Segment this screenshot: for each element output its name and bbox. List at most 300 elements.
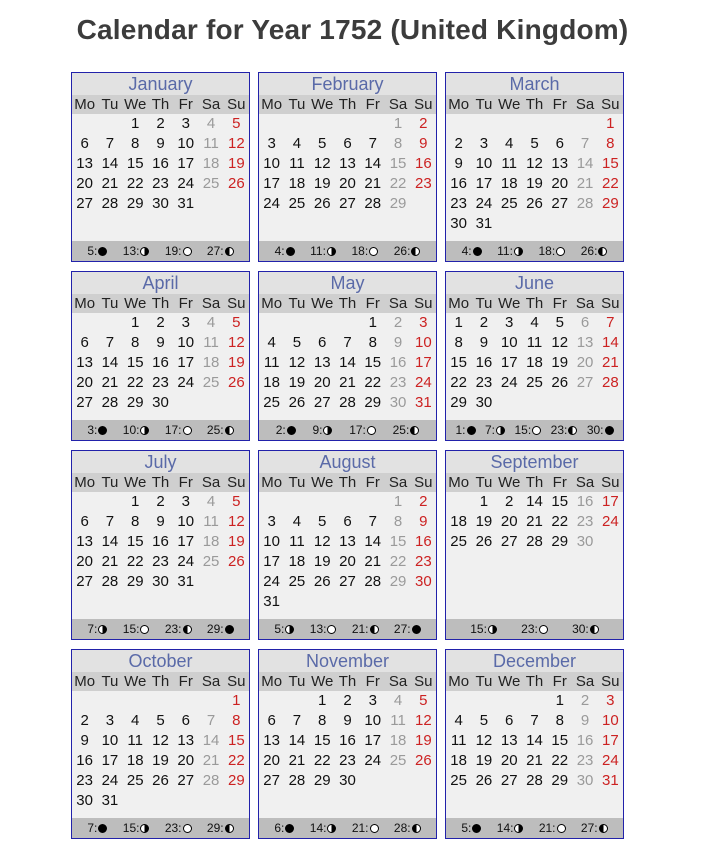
day-cell: 27 bbox=[339, 573, 356, 590]
day-cell bbox=[497, 214, 522, 234]
day-cell: 8 bbox=[454, 334, 463, 351]
day-cell: 8 bbox=[318, 712, 327, 729]
day-cell: 30 bbox=[389, 394, 407, 411]
day-cell: 16 bbox=[152, 155, 169, 172]
weekday-header: Tu bbox=[288, 96, 306, 113]
day-cell bbox=[385, 771, 410, 791]
day-cell: 23 bbox=[576, 752, 594, 769]
week-row bbox=[446, 512, 623, 532]
day-cell: 26 bbox=[227, 175, 245, 192]
weekday-header-row bbox=[72, 95, 249, 114]
weekday-header: Sa bbox=[388, 96, 408, 113]
weekday-header: Su bbox=[227, 295, 246, 312]
last-moon-icon bbox=[183, 625, 192, 634]
day-cell: 23 bbox=[76, 772, 93, 789]
weekday-header: Tu bbox=[288, 295, 306, 312]
moon-phase bbox=[274, 818, 294, 838]
moon-phases-bar bbox=[259, 420, 436, 440]
day-cell bbox=[497, 114, 522, 134]
week-row bbox=[259, 691, 436, 711]
weekday-header: Tu bbox=[101, 474, 119, 491]
day-cell bbox=[522, 214, 547, 234]
week-row bbox=[72, 512, 249, 532]
week-row bbox=[72, 134, 249, 154]
moon-phases-bar bbox=[72, 241, 249, 261]
moon-phase-day: 19: bbox=[164, 244, 182, 258]
week-row bbox=[446, 333, 623, 353]
day-cell: 8 bbox=[131, 334, 140, 351]
day-cell: 10 bbox=[177, 513, 195, 530]
day-cell: 7 bbox=[368, 513, 377, 530]
day-cell: 1 bbox=[454, 314, 463, 331]
weekday-header: Mo bbox=[261, 295, 283, 312]
day-cell: 28 bbox=[202, 772, 220, 789]
day-cell: 16 bbox=[475, 354, 493, 371]
week-row bbox=[446, 771, 623, 791]
moon-phases-bar bbox=[72, 420, 249, 440]
moon-phase-day: 25: bbox=[392, 423, 410, 437]
first-moon-icon bbox=[323, 426, 332, 435]
new-moon-icon bbox=[225, 625, 234, 634]
moon-phase bbox=[352, 818, 379, 838]
day-cell: 4 bbox=[505, 135, 514, 152]
day-cell: 4 bbox=[530, 314, 539, 331]
day-cell: 8 bbox=[368, 334, 377, 351]
weekday-header: Su bbox=[227, 96, 246, 113]
day-cell: 5 bbox=[318, 513, 327, 530]
week-row bbox=[446, 353, 623, 373]
day-cell: 4 bbox=[393, 692, 403, 709]
day-cell: 12 bbox=[414, 712, 432, 729]
day-cell: 15 bbox=[389, 533, 407, 550]
day-cell: 25 bbox=[526, 374, 543, 391]
first-moon-icon bbox=[514, 247, 523, 256]
day-cell: 6 bbox=[80, 513, 89, 530]
week-row bbox=[259, 492, 436, 512]
moon-phase-day: 3: bbox=[87, 423, 98, 437]
moon-phase bbox=[87, 241, 107, 261]
day-cell: 5 bbox=[232, 493, 241, 510]
week-row bbox=[446, 373, 623, 393]
moon-phase bbox=[207, 241, 234, 261]
day-cell: 17 bbox=[601, 493, 619, 510]
weekday-header: Fr bbox=[178, 673, 193, 690]
week-row bbox=[72, 353, 249, 373]
weekday-header: Su bbox=[414, 673, 433, 690]
weekday-header: Tu bbox=[101, 673, 119, 690]
day-cell: 28 bbox=[101, 195, 119, 212]
day-cell: 12 bbox=[526, 155, 543, 172]
day-cell: 4 bbox=[206, 314, 216, 331]
day-cell: 15 bbox=[551, 493, 569, 510]
day-cell bbox=[335, 313, 360, 333]
day-cell: 29 bbox=[389, 573, 407, 590]
week-row bbox=[259, 194, 436, 214]
moon-phase bbox=[497, 818, 524, 838]
month-name: April bbox=[72, 272, 249, 294]
day-cell: 2 bbox=[156, 493, 165, 510]
moon-phase-day: 1: bbox=[455, 423, 466, 437]
weekday-header: Fr bbox=[178, 474, 193, 491]
month-february bbox=[258, 72, 437, 262]
day-cell: 22 bbox=[389, 175, 407, 192]
week-row bbox=[72, 174, 249, 194]
day-cell: 1 bbox=[606, 115, 615, 132]
moon-phase bbox=[514, 420, 541, 440]
week-row bbox=[72, 532, 249, 552]
day-cell: 14 bbox=[101, 155, 119, 172]
day-cell: 27 bbox=[76, 573, 93, 590]
day-cell: 6 bbox=[555, 135, 564, 152]
moon-phase-day: 15: bbox=[470, 622, 487, 636]
day-cell: 31 bbox=[101, 792, 119, 809]
moon-phase-day: 17: bbox=[349, 423, 366, 437]
day-cell: 10 bbox=[414, 334, 432, 351]
day-cell: 22 bbox=[364, 374, 382, 391]
moon-phase-day: 6: bbox=[274, 821, 285, 835]
full-moon-icon bbox=[557, 824, 566, 833]
week-row bbox=[72, 114, 249, 134]
month-name: February bbox=[259, 73, 436, 95]
day-cell: 25 bbox=[202, 374, 220, 391]
moon-phase-day: 5: bbox=[274, 622, 285, 636]
day-cell bbox=[598, 393, 623, 413]
day-cell bbox=[198, 572, 223, 592]
week-row bbox=[446, 711, 623, 731]
day-cell: 21 bbox=[576, 175, 594, 192]
day-cell: 12 bbox=[227, 334, 245, 351]
day-cell: 16 bbox=[414, 155, 432, 172]
day-cell bbox=[284, 691, 309, 711]
day-cell: 13 bbox=[500, 732, 518, 749]
day-cell bbox=[335, 114, 360, 134]
day-cell: 21 bbox=[601, 354, 619, 371]
day-cell: 19 bbox=[526, 175, 543, 192]
weekday-header: Fr bbox=[552, 96, 567, 113]
day-cell bbox=[284, 592, 309, 612]
week-row bbox=[446, 134, 623, 154]
day-cell bbox=[310, 114, 335, 134]
week-row bbox=[72, 154, 249, 174]
day-cell: 7 bbox=[343, 334, 352, 351]
day-cell: 22 bbox=[450, 374, 467, 391]
day-cell: 6 bbox=[267, 712, 276, 729]
day-cell: 10 bbox=[177, 334, 195, 351]
moon-phase bbox=[485, 420, 505, 440]
day-cell: 27 bbox=[177, 772, 195, 789]
weekday-header: Mo bbox=[74, 295, 96, 312]
day-cell: 5 bbox=[530, 135, 539, 152]
day-cell: 21 bbox=[101, 175, 119, 192]
day-cell: 23 bbox=[475, 374, 493, 391]
day-cell: 18 bbox=[450, 513, 467, 530]
day-cell: 31 bbox=[263, 593, 280, 610]
weekday-header: Th bbox=[525, 295, 544, 312]
weekday-header: Mo bbox=[74, 673, 96, 690]
day-cell: 15 bbox=[126, 533, 144, 550]
day-cell bbox=[360, 592, 385, 612]
day-cell: 11 bbox=[390, 712, 406, 729]
weekday-header: Sa bbox=[201, 474, 221, 491]
full-moon-icon bbox=[539, 625, 548, 634]
moon-phases-bar bbox=[446, 619, 623, 639]
moon-phase bbox=[539, 818, 566, 838]
moon-phase bbox=[470, 619, 497, 639]
weekday-header: Tu bbox=[475, 96, 493, 113]
day-cell: 8 bbox=[131, 513, 140, 530]
day-cell: 11 bbox=[526, 334, 543, 351]
day-cell: 20 bbox=[339, 553, 356, 570]
new-moon-icon bbox=[286, 247, 295, 256]
day-cell: 12 bbox=[475, 732, 493, 749]
last-moon-icon bbox=[598, 247, 607, 256]
week-row bbox=[72, 572, 249, 592]
day-cell bbox=[173, 691, 198, 711]
day-cell: 17 bbox=[177, 533, 195, 550]
week-row bbox=[72, 333, 249, 353]
week-row bbox=[72, 373, 249, 393]
day-cell: 31 bbox=[177, 573, 195, 590]
moon-phase-day: 25: bbox=[206, 423, 224, 437]
week-row bbox=[446, 214, 623, 234]
day-cell: 20 bbox=[263, 752, 280, 769]
day-cell: 28 bbox=[101, 573, 119, 590]
day-cell bbox=[598, 532, 623, 552]
day-cell bbox=[446, 691, 471, 711]
first-moon-icon bbox=[285, 625, 294, 634]
day-cell: 21 bbox=[526, 513, 543, 530]
day-cell bbox=[173, 393, 198, 413]
new-moon-icon bbox=[472, 824, 481, 833]
day-cell: 28 bbox=[101, 394, 119, 411]
first-moon-icon bbox=[327, 247, 336, 256]
day-cell: 9 bbox=[156, 135, 165, 152]
weekday-header: Tu bbox=[475, 673, 493, 690]
moon-phase bbox=[587, 420, 614, 440]
day-cell: 27 bbox=[551, 195, 569, 212]
weekday-header: Tu bbox=[101, 96, 119, 113]
week-row bbox=[72, 691, 249, 711]
moon-phase bbox=[581, 241, 608, 261]
day-cell: 4 bbox=[267, 334, 276, 351]
day-cell: 6 bbox=[318, 334, 327, 351]
moon-phase-day: 27: bbox=[393, 622, 411, 636]
moon-phase-day: 23: bbox=[164, 622, 182, 636]
moon-phase-day: 13: bbox=[122, 244, 140, 258]
weekday-header: Su bbox=[601, 96, 620, 113]
day-cell: 15 bbox=[450, 354, 467, 371]
day-cell bbox=[72, 114, 97, 134]
full-moon-icon bbox=[183, 247, 192, 256]
moon-phase bbox=[497, 241, 523, 261]
day-cell: 22 bbox=[227, 752, 245, 769]
day-cell: 7 bbox=[105, 334, 115, 351]
moon-phase bbox=[539, 241, 566, 261]
month-name: July bbox=[72, 451, 249, 473]
day-cell: 9 bbox=[454, 155, 463, 172]
day-cell: 14 bbox=[339, 354, 356, 371]
full-moon-icon bbox=[327, 625, 336, 634]
day-cell: 4 bbox=[206, 115, 216, 132]
day-cell: 24 bbox=[364, 752, 382, 769]
week-row bbox=[72, 313, 249, 333]
month-october bbox=[71, 649, 250, 839]
day-cell: 5 bbox=[292, 334, 302, 351]
weekday-header: Sa bbox=[201, 673, 221, 690]
day-cell bbox=[310, 592, 335, 612]
day-cell bbox=[497, 691, 522, 711]
day-cell: 19 bbox=[152, 752, 169, 769]
first-moon-icon bbox=[514, 824, 523, 833]
month-may bbox=[258, 271, 437, 441]
moon-phase-day: 14: bbox=[496, 821, 514, 835]
day-cell: 30 bbox=[152, 195, 169, 212]
day-cell: 23 bbox=[339, 752, 356, 769]
weekday-header: Mo bbox=[261, 96, 283, 113]
week-row bbox=[259, 512, 436, 532]
moon-phase bbox=[462, 241, 482, 261]
weekday-header: Th bbox=[338, 96, 357, 113]
day-cell: 14 bbox=[202, 732, 220, 749]
week-row bbox=[72, 393, 249, 413]
day-cell bbox=[310, 492, 335, 512]
day-cell bbox=[411, 194, 436, 214]
moon-phase-day: 30: bbox=[572, 622, 589, 636]
month-name: March bbox=[446, 73, 623, 95]
moon-phase-day: 18: bbox=[538, 244, 556, 258]
week-row bbox=[259, 333, 436, 353]
weekday-header-row bbox=[446, 95, 623, 114]
new-moon-icon bbox=[473, 247, 482, 256]
day-cell bbox=[198, 393, 223, 413]
day-cell: 25 bbox=[450, 772, 467, 789]
day-cell: 14 bbox=[576, 155, 594, 172]
day-cell: 8 bbox=[232, 712, 241, 729]
moon-phase-day: 23: bbox=[164, 821, 182, 835]
day-cell: 25 bbox=[288, 573, 306, 590]
moon-phase-day: 15: bbox=[122, 821, 140, 835]
day-cell bbox=[598, 214, 623, 234]
day-cell: 12 bbox=[313, 533, 331, 550]
full-moon-icon bbox=[140, 625, 149, 634]
day-cell: 20 bbox=[576, 354, 594, 371]
moon-phase bbox=[310, 619, 337, 639]
day-cell: 15 bbox=[227, 732, 245, 749]
weekday-header: Th bbox=[338, 295, 357, 312]
day-cell: 9 bbox=[419, 513, 428, 530]
day-cell: 6 bbox=[343, 513, 352, 530]
moon-phase bbox=[312, 420, 332, 440]
last-moon-icon bbox=[225, 247, 234, 256]
moon-phase bbox=[87, 818, 107, 838]
moon-phases-bar bbox=[72, 619, 249, 639]
day-cell: 24 bbox=[177, 553, 195, 570]
day-cell: 24 bbox=[601, 752, 619, 769]
day-cell: 27 bbox=[76, 195, 93, 212]
day-cell: 11 bbox=[127, 732, 143, 749]
moon-phase bbox=[455, 420, 475, 440]
first-moon-icon bbox=[98, 625, 107, 634]
day-cell: 26 bbox=[288, 394, 306, 411]
day-cell: 17 bbox=[177, 155, 195, 172]
weekday-header: Su bbox=[414, 96, 433, 113]
day-cell: 18 bbox=[450, 752, 467, 769]
day-cell bbox=[259, 492, 284, 512]
day-cell bbox=[310, 313, 335, 333]
moon-phase bbox=[123, 420, 150, 440]
day-cell: 23 bbox=[152, 374, 169, 391]
day-cell: 31 bbox=[601, 772, 619, 789]
day-cell: 9 bbox=[479, 334, 489, 351]
weekday-header: Fr bbox=[365, 96, 380, 113]
day-cell: 1 bbox=[131, 314, 140, 331]
page-title: Calendar for Year 1752 (United Kingdom) bbox=[76, 14, 629, 45]
day-cell: 27 bbox=[313, 394, 331, 411]
day-cell bbox=[446, 492, 471, 512]
week-row bbox=[72, 194, 249, 214]
weekday-header: Sa bbox=[575, 474, 595, 491]
weekday-header: Th bbox=[151, 96, 170, 113]
day-cell: 28 bbox=[576, 195, 594, 212]
weekday-header: Sa bbox=[388, 673, 408, 690]
day-cell: 28 bbox=[339, 394, 356, 411]
day-cell: 26 bbox=[313, 573, 331, 590]
weekday-header: We bbox=[498, 295, 521, 312]
moon-phase-day: 11: bbox=[497, 244, 513, 258]
day-cell: 14 bbox=[101, 354, 119, 371]
day-cell: 30 bbox=[152, 394, 169, 411]
day-cell: 7 bbox=[580, 135, 590, 152]
day-cell: 30 bbox=[576, 772, 594, 789]
day-cell: 14 bbox=[101, 533, 119, 550]
day-cell bbox=[198, 791, 223, 811]
day-cell: 20 bbox=[76, 374, 93, 391]
day-cell: 4 bbox=[454, 712, 463, 729]
day-cell: 21 bbox=[288, 752, 306, 769]
day-cell: 27 bbox=[339, 195, 356, 212]
day-cell: 26 bbox=[475, 533, 493, 550]
day-cell: 15 bbox=[601, 155, 619, 172]
day-cell: 29 bbox=[227, 772, 245, 789]
day-cell: 30 bbox=[339, 772, 356, 789]
day-cell: 6 bbox=[343, 135, 352, 152]
day-cell bbox=[198, 194, 223, 214]
week-row bbox=[446, 532, 623, 552]
day-cell: 9 bbox=[156, 513, 165, 530]
day-cell: 16 bbox=[576, 493, 594, 510]
day-cell: 2 bbox=[454, 135, 463, 152]
day-cell: 23 bbox=[414, 553, 432, 570]
moon-phase bbox=[352, 241, 379, 261]
day-cell: 22 bbox=[126, 553, 144, 570]
new-moon-icon bbox=[98, 247, 107, 256]
week-row bbox=[446, 731, 623, 751]
moon-phase-day: 28: bbox=[393, 821, 411, 835]
day-cell: 16 bbox=[389, 354, 407, 371]
weekday-header-row bbox=[72, 473, 249, 492]
weekday-header: We bbox=[311, 96, 334, 113]
week-row bbox=[72, 791, 249, 811]
weekday-header: We bbox=[124, 295, 147, 312]
day-cell: 24 bbox=[101, 772, 119, 789]
day-cell: 10 bbox=[601, 712, 619, 729]
day-cell: 7 bbox=[606, 314, 615, 331]
day-cell: 5 bbox=[156, 712, 165, 729]
day-cell: 10 bbox=[177, 135, 195, 152]
weekday-header: Su bbox=[414, 295, 433, 312]
day-cell bbox=[411, 771, 436, 791]
moon-phase-day: 29: bbox=[206, 622, 224, 636]
